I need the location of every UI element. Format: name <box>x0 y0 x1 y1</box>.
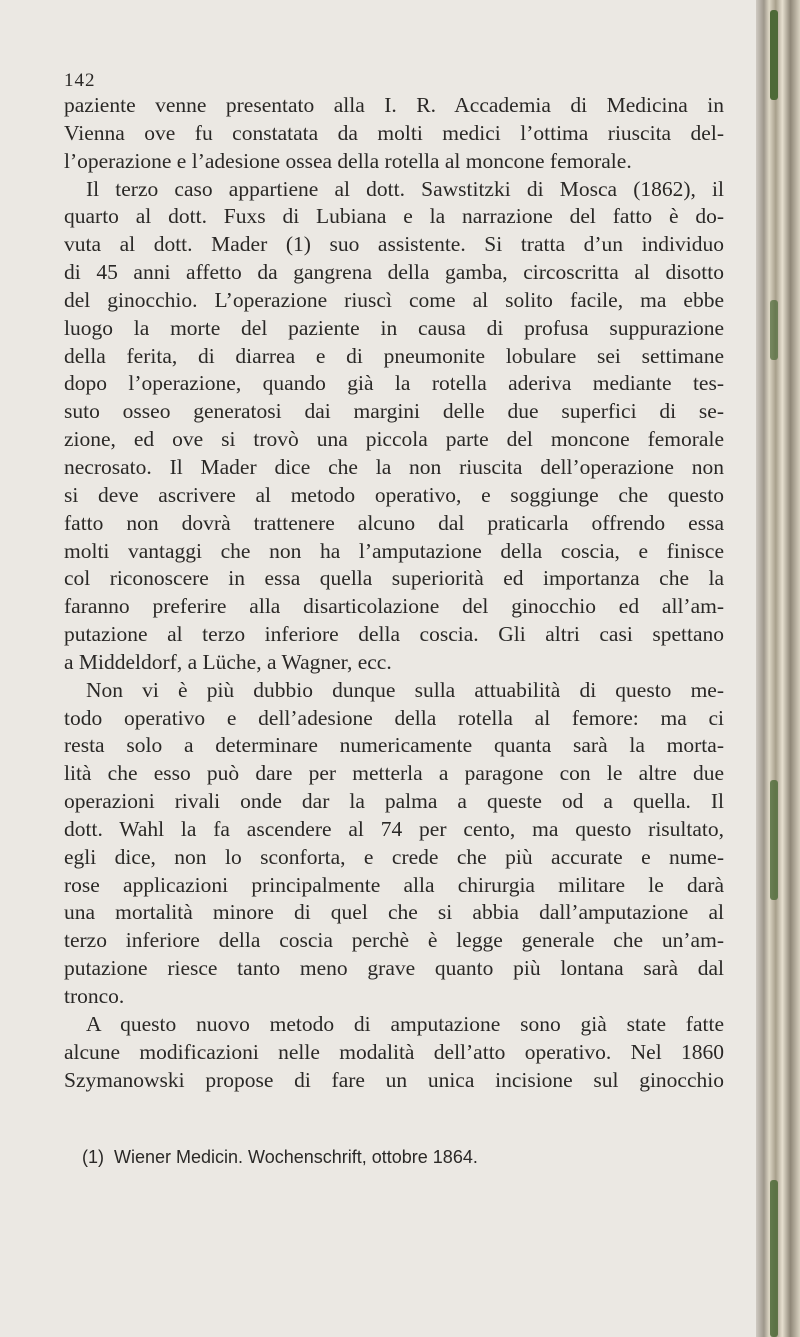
text-line: del ginocchio. L’operazione riuscì come al solito facile, ma ebbe <box>64 287 724 312</box>
text-line: putazione al terzo inferiore della coscia. Gli altri casi spettano <box>64 622 724 647</box>
text-line: fatto non dovrà trattenere alcuno dal praticarla offrendo essa <box>64 510 724 535</box>
footnote <box>82 1147 722 1168</box>
page-number: 142 <box>64 70 96 91</box>
text-line: Vienna ove fu constatata da molti medici l’ottima riuscita del- <box>64 120 724 145</box>
text-line: lità che esso può dare per metterla a paragone con le altre due <box>64 761 724 786</box>
text-line: Szymanowski propose di fare un unica incisione sul ginocchio <box>64 1067 724 1092</box>
text-line: a Middeldorf, a Lüche, a Wagner, ecc. <box>64 649 392 674</box>
text-line: molti vantaggi che non ha l’amputazione della coscia, e finisce <box>64 538 724 563</box>
binding-tab-mark <box>770 300 778 360</box>
book-binding-edge <box>756 0 800 1337</box>
text-line: terzo inferiore della coscia perchè è legge generale che un’am- <box>64 928 724 953</box>
text-line: faranno preferire alla disarticolazione del ginocchio ed all’am- <box>64 594 724 619</box>
text-line: zione, ed ove si trovò una piccola parte del moncone femorale <box>64 427 724 452</box>
text-line: alcune modificazioni nelle modalità dell’atto operativo. Nel 1860 <box>64 1039 724 1064</box>
text-line: Non vi è più dubbio dunque sulla attuabilità di questo me- <box>86 677 724 702</box>
binding-tab-mark <box>770 10 778 100</box>
text-line: dopo l’operazione, quando già la rotella aderiva mediante tes- <box>64 371 724 396</box>
text-line: rose applicazioni principalmente alla chirurgia militare le darà <box>64 872 724 897</box>
text-line: col riconoscere in essa quella superiorità ed importanza che la <box>64 566 724 591</box>
text-line: suto osseo generatosi dai margini delle due superfici di se- <box>64 399 724 424</box>
text-line: vuta al dott. Mader (1) suo assistente. Si tratta d’un individuo <box>64 232 724 257</box>
text-line: l’operazione e l’adesione ossea della rotella al moncone femorale. <box>64 148 632 173</box>
text-line: Il terzo caso appartiene al dott. Sawstitzki di Mosca (1862), il <box>86 176 724 201</box>
text-line: dott. Wahl la fa ascendere al 74 per cento, ma questo risultato, <box>64 816 724 841</box>
text-line: necrosato. Il Mader dice che la non riuscita dell’operazione non <box>64 454 724 479</box>
binding-tab-mark <box>770 1180 778 1337</box>
text-line: della ferita, di diarrea e di pneumonite lobulare sei settimane <box>64 343 724 368</box>
text-line: si deve ascrivere al metodo operativo, e soggiunge che questo <box>64 482 724 507</box>
text-line: tronco. <box>64 984 125 1008</box>
text-line: quarto al dott. Fuxs di Lubiana e la narrazione del fatto è do- <box>64 204 724 229</box>
text-line: egli dice, non lo sconforta, e crede che più accurate e nume- <box>64 844 724 869</box>
text-line: resta solo a determinare numericamente quanta sarà la morta- <box>64 733 724 758</box>
text-line: paziente venne presentato alla I. R. Accademia di Medicina in <box>64 93 724 117</box>
text-line: una mortalità minore di quel che si abbia dall’amputazione al <box>64 900 724 925</box>
footnote-text: Wiener Medicin. Wochenschrift, ottobre 1864. <box>114 1147 478 1167</box>
text-line: operazioni rivali onde dar la palma a queste od a quella. Il <box>64 789 724 814</box>
body-text <box>64 92 724 1094</box>
footnote-marker: (1) <box>82 1147 104 1167</box>
text-line: todo operativo e dell’adesione della rotella al femore: ma ci <box>64 705 724 730</box>
text-line: putazione riesce tanto meno grave quanto più lontana sarà dal <box>64 956 724 981</box>
text-line: luogo la morte del paziente in causa di profusa suppurazione <box>64 315 724 340</box>
text-line: di 45 anni affetto da gangrena della gamba, circoscritta al disotto <box>64 260 724 285</box>
binding-tab-mark <box>770 780 778 900</box>
text-line: A questo nuovo metodo di amputazione sono già state fatte <box>86 1011 724 1036</box>
